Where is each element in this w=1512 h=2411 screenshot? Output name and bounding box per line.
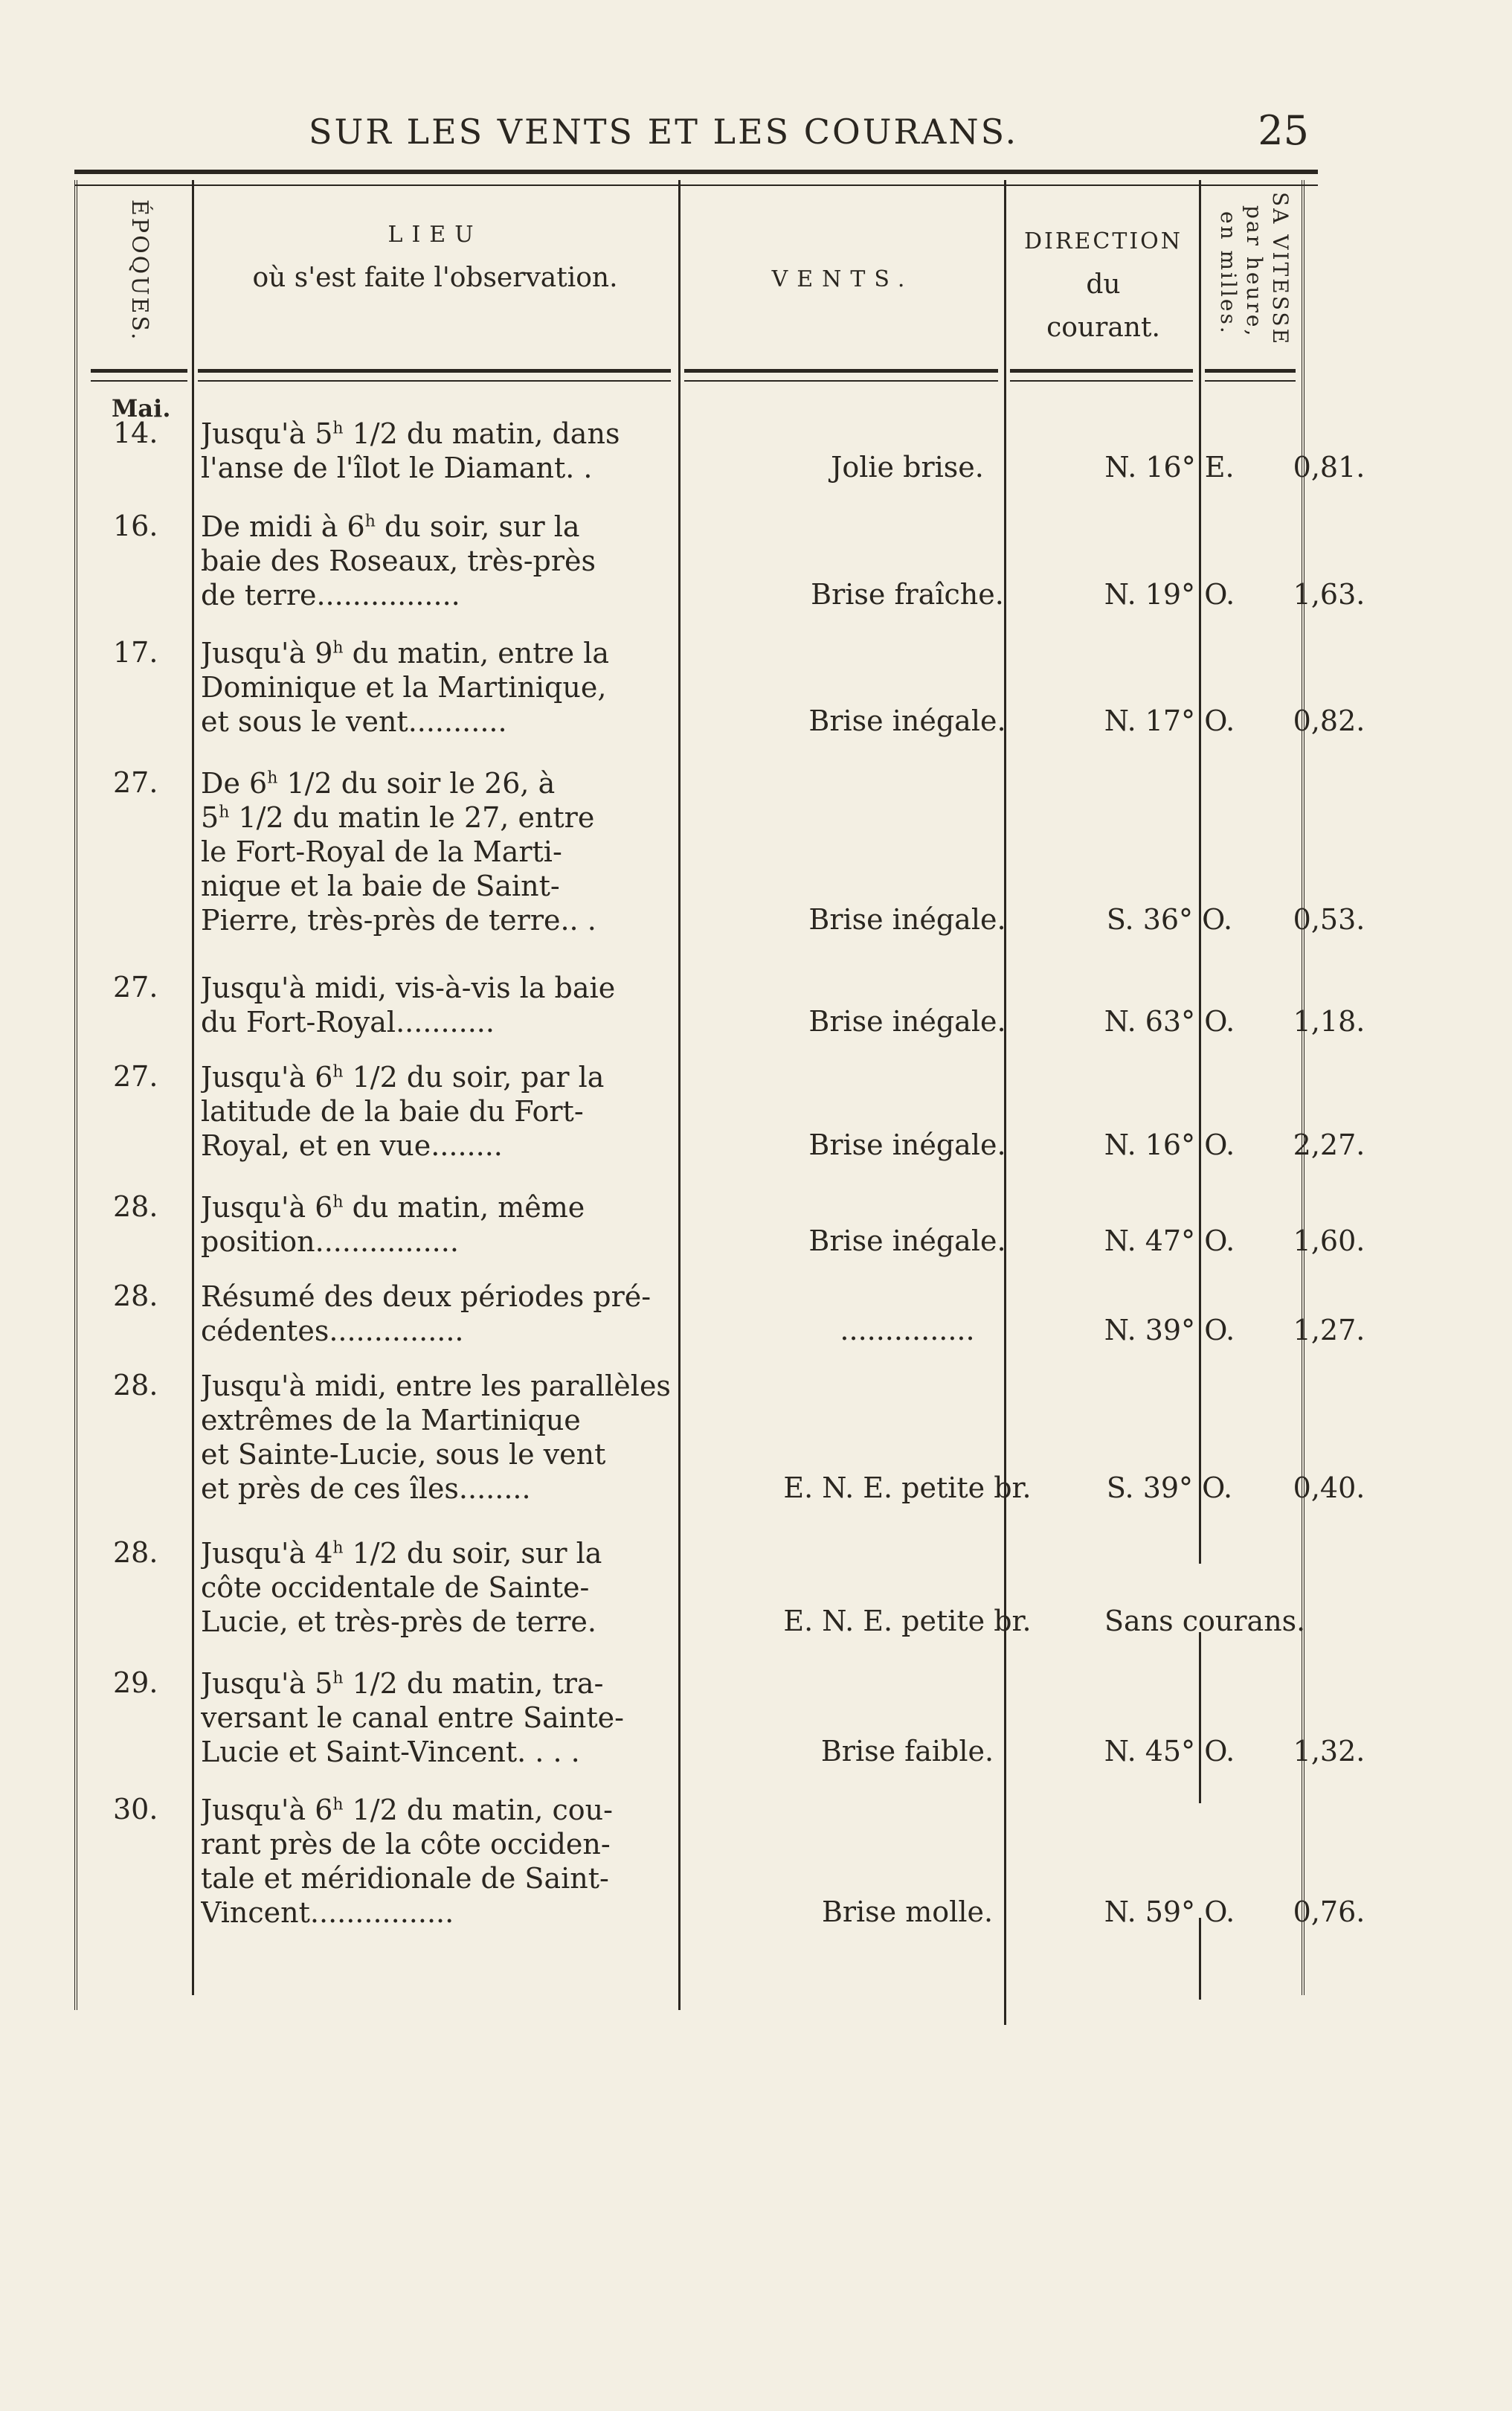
row-date: 29. [113, 1666, 158, 1699]
column-divider [1199, 1918, 1201, 2000]
row-direction: N. 16° E. [1104, 451, 1235, 484]
row-speed: 0,53. [1293, 903, 1365, 936]
place-line: côte occidentale de Sainte- [201, 1571, 590, 1604]
row-date: 16. [113, 510, 158, 542]
header-rule [1205, 369, 1296, 382]
page-header [89, 107, 1309, 164]
row-place [201, 417, 747, 485]
column-divider [1199, 180, 1201, 1564]
header-rule [91, 369, 187, 382]
running-title: SUR LES VENTS ET LES COURANS. [309, 112, 1019, 152]
place-line: Jusqu'à 5$^h$ 1/2 du matin, tra- [201, 1667, 604, 1700]
row-place [201, 1190, 747, 1259]
place-line: Jusqu'à midi, entre les parallèles [201, 1370, 671, 1402]
place-line: Dominique et la Martinique, [201, 671, 607, 704]
table-left-border [74, 180, 83, 2010]
table-top-rule [74, 170, 1318, 186]
place-line: Jusqu'à 6$^h$ 1/2 du soir, par la [201, 1061, 605, 1094]
row-place [201, 1280, 747, 1348]
place-line: et Sainte-Lucie, sous le vent [201, 1438, 606, 1471]
page-number: 25 [1258, 107, 1309, 154]
place-line: du Fort-Royal........... [201, 1006, 495, 1038]
column-divider [1199, 1632, 1201, 1803]
row-wind: Brise faible. [820, 1735, 994, 1768]
row-date: 27. [113, 971, 158, 1004]
place-line: Jusqu'à 6$^h$ 1/2 du matin, cou- [201, 1794, 613, 1826]
row-date: 17. [113, 636, 158, 669]
month-label: Mai. [112, 394, 171, 423]
place-line: tale et méridionale de Saint- [201, 1862, 609, 1895]
header-rule [684, 369, 998, 382]
place-line: position................ [201, 1225, 459, 1258]
row-speed: 0,82. [1293, 704, 1365, 737]
place-line: Lucie, et très-près de terre. [201, 1605, 596, 1638]
place-line: baie des Roseaux, très-près [201, 545, 596, 577]
row-date: 27. [113, 1060, 158, 1093]
row-wind: Jolie brise. [831, 451, 984, 484]
place-line: Pierre, très-près de terre.. . [201, 904, 596, 937]
row-direction: N. 45° O. [1104, 1735, 1235, 1768]
place-line: et près de ces îles........ [201, 1472, 531, 1505]
place-line: rant près de la côte occiden- [201, 1828, 611, 1861]
col-header-vitesse-2: par heure, [1242, 205, 1267, 338]
row-date: 27. [113, 766, 158, 799]
place-line: le Fort-Royal de la Marti- [201, 835, 562, 868]
row-wind: Brise inégale. [808, 1224, 1006, 1257]
place-line: 5$^h$ 1/2 du matin le 27, entre [201, 801, 595, 834]
place-line: De midi à 6$^h$ du soir, sur la [201, 510, 580, 543]
place-line: Résumé des deux périodes pré- [201, 1280, 652, 1313]
header-rule [198, 369, 671, 382]
row-date: 28. [113, 1536, 158, 1569]
row-date: 28. [113, 1369, 158, 1402]
place-line: Lucie et Saint-Vincent. . . . [201, 1736, 580, 1768]
place-line: extrêmes de la Martinique [201, 1404, 581, 1436]
row-wind: Brise fraîche. [811, 578, 1004, 611]
place-line: l'anse de l'îlot le Diamant. . [201, 452, 593, 484]
row-direction: Sans courans. [1104, 1605, 1306, 1637]
row-place [201, 1369, 747, 1506]
row-speed: 0,76. [1293, 1895, 1365, 1928]
row-place [201, 1060, 747, 1163]
row-place [201, 971, 747, 1039]
row-direction: N. 17° O. [1104, 704, 1235, 737]
col-header-epoques: ÉPOQUES. [126, 199, 152, 342]
row-wind: E. N. E. petite br. [783, 1471, 1032, 1504]
header-rule [1010, 369, 1193, 382]
row-place [201, 510, 747, 612]
place-line: Royal, et en vue........ [201, 1129, 503, 1162]
column-divider [192, 180, 194, 1995]
row-wind: Brise inégale. [808, 1129, 1006, 1161]
row-direction: N. 59° O. [1104, 1895, 1235, 1928]
row-speed: 1,63. [1293, 578, 1365, 611]
col-header-lieu: LIEU où s'est faite l'observation. [252, 222, 618, 293]
row-wind: Brise inégale. [808, 704, 1006, 737]
row-place [201, 1666, 747, 1769]
row-place [201, 636, 747, 739]
row-place [201, 766, 747, 937]
row-wind: Brise inégale. [808, 1005, 1006, 1038]
row-date: 28. [113, 1280, 158, 1312]
row-place [201, 1536, 747, 1639]
row-speed: 0,40. [1293, 1471, 1365, 1504]
row-direction: N. 19° O. [1104, 578, 1235, 611]
row-wind: Brise molle. [821, 1895, 994, 1928]
place-line: Jusqu'à 6$^h$ du matin, même [201, 1191, 585, 1224]
place-line: latitude de la baie du Fort- [201, 1095, 584, 1128]
col-header-direction: DIRECTION du courant. [1023, 228, 1183, 343]
place-line: versant le canal entre Sainte- [201, 1701, 624, 1734]
row-date: 28. [113, 1190, 158, 1223]
col-header-vents: VENTS. [771, 266, 914, 292]
place-line: cédentes............... [201, 1314, 464, 1347]
place-line: Vincent................ [201, 1896, 454, 1929]
row-speed: 2,27. [1293, 1129, 1365, 1161]
place-line: nique et la baie de Saint- [201, 870, 560, 902]
row-speed: 1,27. [1293, 1314, 1365, 1346]
row-wind: ............... [840, 1314, 975, 1346]
row-place [201, 1793, 747, 1930]
row-speed: 1,18. [1293, 1005, 1365, 1038]
row-wind: E. N. E. petite br. [783, 1605, 1032, 1637]
row-date: 30. [113, 1793, 158, 1826]
place-line: de terre................ [201, 579, 460, 611]
row-speed: 1,32. [1293, 1735, 1365, 1768]
place-line: Jusqu'à midi, vis-à-vis la baie [201, 972, 616, 1004]
row-direction: S. 36° O. [1106, 903, 1233, 936]
col-header-vitesse-1: SA VITESSE [1268, 192, 1293, 347]
place-line: Jusqu'à 4$^h$ 1/2 du soir, sur la [201, 1537, 602, 1570]
place-line: De 6$^h$ 1/2 du soir le 26, à [201, 767, 556, 800]
place-line: et sous le vent........... [201, 705, 507, 738]
row-direction: N. 63° O. [1104, 1005, 1235, 1038]
row-speed: 1,60. [1293, 1224, 1365, 1257]
place-line: Jusqu'à 5$^h$ 1/2 du matin, dans [201, 417, 620, 450]
row-wind: Brise inégale. [808, 903, 1006, 936]
row-direction: N. 39° O. [1104, 1314, 1235, 1346]
row-speed: 0,81. [1293, 451, 1365, 484]
row-direction: S. 39° O. [1106, 1471, 1233, 1504]
place-line: Jusqu'à 9$^h$ du matin, entre la [201, 637, 610, 670]
row-direction: N. 47° O. [1104, 1224, 1235, 1257]
row-date: 14. [113, 417, 158, 449]
row-direction: N. 16° O. [1104, 1129, 1235, 1161]
col-header-vitesse-3: en milles. [1216, 211, 1241, 336]
